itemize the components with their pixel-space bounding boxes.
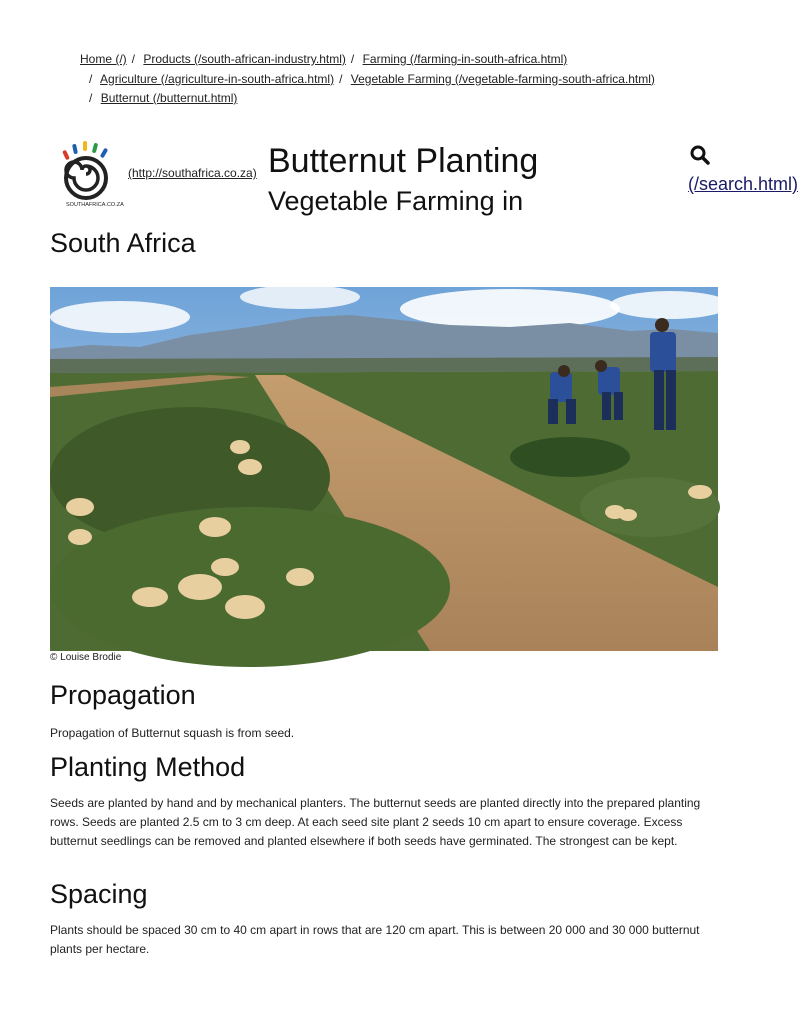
breadcrumb-link-vegetable-farming[interactable]: Vegetable Farming (/vegetable-farming-south-africa.html) <box>350 71 655 86</box>
breadcrumb-link-agriculture[interactable]: Agriculture (/agriculture-in-south-africa.html) <box>100 71 335 86</box>
logo-text: SOUTHAFRICA.CO.ZA <box>66 202 124 208</box>
section-heading-planting-method: Planting Method <box>50 752 246 782</box>
breadcrumb-link-home[interactable]: Home (/) <box>80 52 127 66</box>
breadcrumb-separator: / <box>131 52 136 66</box>
photo-caption: © Louise Brodie <box>50 652 122 663</box>
breadcrumb-link-butternut[interactable]: Butternut (/butternut.html) <box>100 91 238 105</box>
breadcrumb-link-products[interactable]: Products (/south-african-industry.html) <box>143 52 346 66</box>
section-body-planting-method: Seeds are planted by hand and by mechanical planters. The butternut seeds are planted directly into the prepared planting rows. Seeds are planted 2.5 cm to 3 cm deep. At each seed site plant 2 seeds 10 cm apart to ensure coverage. Excess butternut seedlings can be removed and planted elsewhere if both seeds have germinated. The strongest can be kept. <box>50 796 701 848</box>
page-title-line-1: Butternut Planting <box>268 142 539 180</box>
logo-url-link[interactable]: (http://southafrica.co.za) <box>128 166 257 180</box>
breadcrumb-separator: / <box>339 71 343 86</box>
breadcrumb <box>80 50 720 109</box>
section-heading-spacing: Spacing <box>50 879 148 909</box>
site-logo[interactable] <box>58 138 122 210</box>
page-title-line-2: Vegetable Farming in <box>268 186 524 216</box>
page-title-line-3: South Africa <box>50 228 196 258</box>
breadcrumb-separator: / <box>89 91 93 105</box>
section-body-propagation: Propagation of Butternut squash is from seed. <box>50 726 295 740</box>
breadcrumb-link-farming[interactable]: Farming (/farming-in-south-africa.html) <box>362 52 568 66</box>
breadcrumb-separator: / <box>89 71 93 86</box>
breadcrumb-separator: / <box>350 52 355 66</box>
search-link[interactable]: (/search.html) <box>688 174 798 194</box>
butternut-field-photo <box>50 287 718 651</box>
section-heading-propagation: Propagation <box>50 680 196 710</box>
logo-spiral-icon <box>58 138 122 210</box>
search-icon[interactable] <box>690 145 710 165</box>
section-body-spacing: Plants should be spaced 30 cm to 40 cm apart in rows that are 120 cm apart. This is between 20 000 and 30 000 butternut plants per hectare. <box>50 923 700 956</box>
